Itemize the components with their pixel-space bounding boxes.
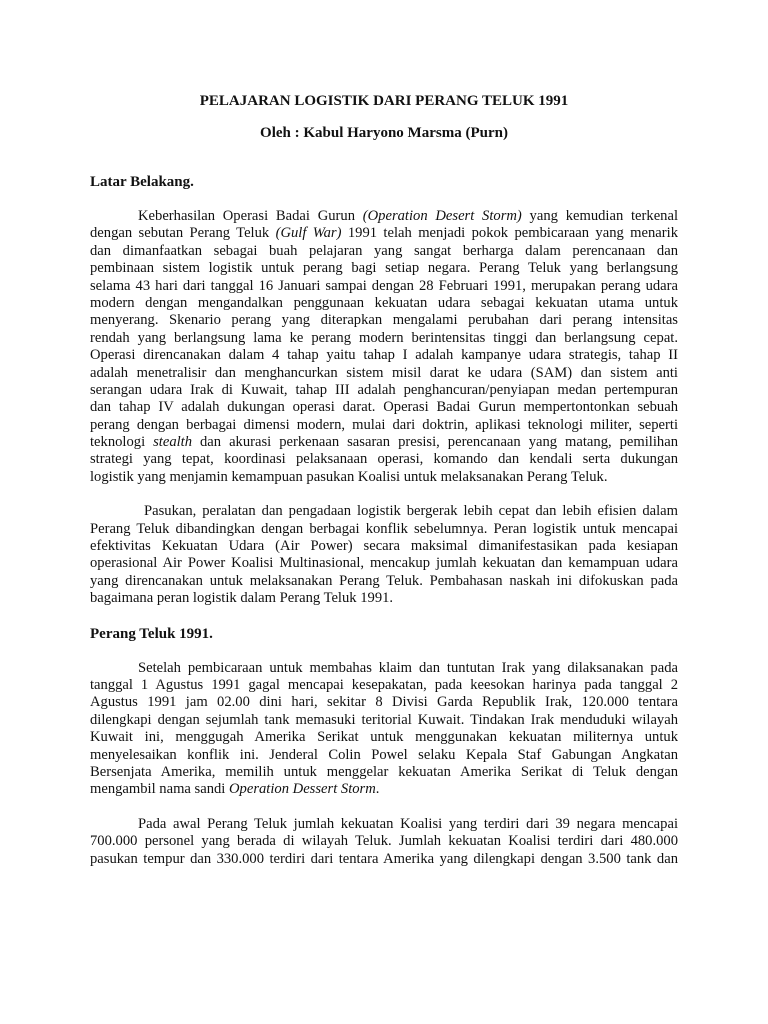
italic-text: (Operation Desert Storm) xyxy=(362,208,522,224)
text-line xyxy=(90,660,678,677)
text-line xyxy=(90,590,678,607)
text-segment: pasukan tempur dan 330.000 terdiri dari tentara Amerika yang dilengkapi dengan 3.500 tank dan xyxy=(90,850,678,867)
text-line xyxy=(90,399,678,416)
text-segment: menyerang. Skenario perang yang diterapkan mengalami perubahan dari perang intensitas xyxy=(90,312,678,329)
text-segment: dan dimanfaatkan sebagai buah pelajaran yang sangat berharga dalam perencanaan dan xyxy=(90,242,678,259)
text-line xyxy=(90,312,678,329)
document-body xyxy=(90,173,678,868)
section-heading: Latar Belakang. xyxy=(90,174,194,190)
text-line xyxy=(90,573,678,590)
text-segment: 1991 telah menjadi pokok pembicaraan yang menarik xyxy=(341,225,678,242)
text-line xyxy=(90,295,678,312)
text-segment: Agustus 1991 jam 02.00 dini hari, sekitar 8 Divisi Garda Republik Irak, 120.000 tentara xyxy=(90,694,678,711)
text-segment: menyelesaikan konflik ini. Jenderal Colin Powel selaku Kepala Staf Gabungan Angkatan xyxy=(90,746,678,763)
text-line xyxy=(90,712,678,729)
text-line xyxy=(90,382,678,399)
text-line xyxy=(90,434,678,451)
text-segment: Kuwait ini, menggugah Amerika Serikat untuk menggunakan kekuatan militernya untuk xyxy=(90,729,678,746)
text-line xyxy=(90,503,678,520)
text-segment: strategi yang tepat, koordinasi pelaksanaan operasi, komando dan kendali serta dukungan xyxy=(90,451,678,468)
text-segment: Bersenjata Amerika, memilih untuk menggelar kekuatan Amerika Serikat di Teluk dengan xyxy=(90,763,678,780)
text-segment: bagaimana peran logistik dalam Perang Teluk 1991. xyxy=(90,590,394,607)
text-line xyxy=(90,555,678,572)
text-segment: perang dengan berbagai dimensi modern, mulai dari doktrin, aplikasi teknologi militer, seperti xyxy=(90,416,678,433)
italic-text: stealth xyxy=(153,434,193,451)
text-segment: efektivitas Kekuatan Udara (Air Power) secara maksimal dimanifestasikan pada kesiapan xyxy=(90,538,678,555)
text-line xyxy=(90,347,678,364)
text-segment: Setelah pembicaraan untuk membahas klaim dan tuntutan Irak yang dilaksanakan pada xyxy=(138,659,678,676)
text-segment: teknologi xyxy=(90,434,154,451)
text-segment: modern dengan mengandalkan penggunaan kekuatan udara sebagai kekuatan utama untuk xyxy=(90,294,678,311)
text-line xyxy=(90,225,678,242)
text-segment: Keberhasilan Operasi Badai Gurun xyxy=(138,208,363,224)
text-line xyxy=(90,278,678,295)
text-segment: mengambil nama sandi xyxy=(90,781,230,798)
text-segment: dan tahap IV adalah dukungan operasi darat. Operasi Badai Gurun mempertontonkan sebuah xyxy=(90,399,678,416)
text-segment: Pada awal Perang Teluk jumlah kekuatan Koalisi yang terdiri dari 39 negara mencapai xyxy=(138,815,678,832)
text-line xyxy=(90,469,678,486)
italic-text: Operation Dessert Storm xyxy=(229,781,376,798)
text-segment: Operasi direncanakan dalam 4 tahap yaitu tahap I adalah kampanye udara strategis, tahap II xyxy=(90,347,678,364)
paragraph xyxy=(90,208,678,486)
text-line xyxy=(90,260,678,277)
italic-text: (Gulf War) xyxy=(275,225,342,242)
text-segment: selama 43 hari dari tanggal 16 Januari sampai dengan 28 Februari 1991, merupakan perang udara xyxy=(90,277,678,294)
text-line xyxy=(90,208,678,225)
section-heading: Perang Teluk 1991. xyxy=(90,625,213,642)
text-line xyxy=(90,781,678,798)
paragraph xyxy=(90,816,678,868)
text-line xyxy=(90,833,678,850)
text-line xyxy=(90,747,678,764)
text-segment: dengan sebutan Perang Teluk xyxy=(90,225,276,242)
text-segment: Pasukan, peralatan dan pengadaan logistik bergerak lebih cepat dan lebih efisien dalam xyxy=(144,503,678,520)
text-line xyxy=(90,816,678,833)
text-line xyxy=(90,365,678,382)
text-segment: tanggal 1 Agustus 1991 gagal mencapai kesepakatan, pada keesokan harinya pada tanggal 2 xyxy=(90,676,678,693)
text-line xyxy=(90,694,678,711)
text-segment: 700.000 personel yang berada di wilayah Teluk. Jumlah kekuatan Koalisi terdiri dari 480.000 xyxy=(90,833,678,850)
text-line xyxy=(90,677,678,694)
text-line xyxy=(90,729,678,746)
text-segment: yang kemudian terkenal xyxy=(521,208,678,224)
text-segment: dilengkapi dengan sejumlah tank memasuki teritorial Kuwait. Tindakan Irak menduduki wilayah xyxy=(90,711,678,728)
paragraph xyxy=(90,660,678,799)
text-line xyxy=(90,243,678,260)
text-segment: logistik yang menjamin kemampuan pasukan Koalisi untuk melaksanakan Perang Teluk. xyxy=(90,468,608,485)
text-line xyxy=(90,330,678,347)
text-segment: Perang Teluk dibandingkan dengan berbagai konflik sebelumnya. Peran logistik untuk mencapai xyxy=(90,520,678,537)
document-title: PELAJARAN LOGISTIK DARI PERANG TELUK 1991 xyxy=(199,93,569,109)
paragraph xyxy=(90,503,678,607)
text-line xyxy=(90,417,678,434)
text-line xyxy=(90,538,678,555)
text-segment: . xyxy=(375,781,380,798)
text-line xyxy=(90,764,678,781)
text-segment: adalah menetralisir dan menghancurkan sistem misil darat ke udara (SAM) dan sistem anti xyxy=(90,364,678,381)
text-segment: serangan udara Irak di Kuwait, tahap III adalah penghancuran/penyiapan medan pertempuran xyxy=(90,381,678,398)
document-author: Oleh : Kabul Haryono Marsma (Purn) xyxy=(260,125,508,141)
text-line xyxy=(90,851,678,868)
text-segment: rendah yang berlangsung lama ke perang modern berintensitas tinggi dan berlangsung cepat. xyxy=(90,329,678,346)
text-line xyxy=(90,451,678,468)
text-line xyxy=(90,521,678,538)
text-segment: pembinaan sistem logistik untuk perang bagi setiap negara. Perang Teluk yang berlangsung xyxy=(90,260,678,277)
text-segment: yang direncanakan untuk melaksanakan Perang Teluk. Pembahasan naskah ini difokuskan pada xyxy=(90,572,678,589)
text-segment: dan akurasi perkenaan sasaran presisi, perencanaan yang matang, pemilihan xyxy=(192,434,678,451)
text-segment: operasional Air Power Koalisi Multinasional, mencakup jumlah kekuatan dan kemampuan udara xyxy=(90,555,678,572)
